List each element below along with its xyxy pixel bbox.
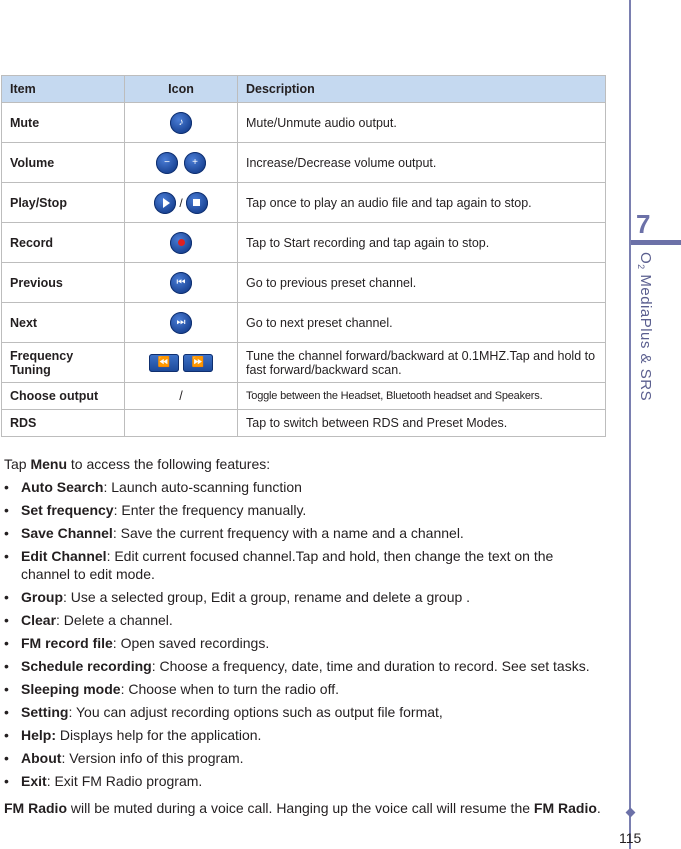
table-row	[2, 223, 606, 263]
row-item: Choose output	[2, 383, 125, 410]
chapter-bar	[631, 240, 681, 245]
row-icon-cell	[125, 103, 238, 143]
list-item	[4, 680, 604, 698]
menu-intro	[4, 456, 270, 472]
list-text: : Enter the frequency manually.	[113, 502, 307, 518]
row-item: Previous	[2, 263, 125, 303]
intro-suffix: to access the following features:	[67, 456, 271, 472]
table-row	[2, 103, 606, 143]
tune-forward-icon: ⏩	[183, 354, 213, 372]
table-row	[2, 183, 606, 223]
icon-separator: /	[179, 195, 183, 210]
list-item	[4, 588, 604, 606]
footer-end: .	[596, 800, 601, 816]
row-icon-cell	[125, 223, 238, 263]
previous-icon: ⏮	[170, 272, 192, 294]
list-text: : Delete a channel.	[56, 612, 173, 628]
list-item	[4, 657, 604, 675]
row-description: Tune the channel forward/backward at 0.1MHZ.Tap and hold to fast forward/backward scan.	[238, 343, 606, 383]
list-text: : Choose a frequency, date, time and duration to record. See set tasks.	[151, 658, 590, 674]
list-item	[4, 501, 604, 519]
fm-radio-note	[4, 800, 601, 816]
row-item: Record	[2, 223, 125, 263]
row-description: Tap to switch between RDS and Preset Modes.	[238, 410, 606, 437]
chapter-title	[636, 252, 654, 401]
side-rail-line	[629, 0, 631, 849]
row-description: Tap to Start recording and tap again to stop.	[238, 223, 606, 263]
next-icon: ⏭	[170, 312, 192, 334]
row-item: Frequency Tuning	[2, 343, 125, 383]
footer-bold-1: FM Radio	[4, 800, 67, 816]
table-row	[2, 143, 606, 183]
page-number: 115	[619, 830, 642, 846]
row-icon-cell	[125, 263, 238, 303]
list-text: : You can adjust recording options such as output file format,	[68, 704, 443, 720]
list-term: Auto Search	[21, 479, 104, 495]
volume-up-icon: +	[184, 152, 206, 174]
list-term: About	[21, 750, 62, 766]
list-term: Sleeping mode	[21, 681, 121, 697]
header-item: Item	[2, 76, 125, 103]
row-icon-cell	[125, 303, 238, 343]
diamond-icon	[626, 808, 636, 818]
volume-down-icon: −	[156, 152, 178, 174]
row-item: Play/Stop	[2, 183, 125, 223]
table-row	[2, 343, 606, 383]
chapter-title-sub: 2	[636, 264, 646, 270]
list-text: : Save the current frequency with a name and a channel.	[112, 525, 464, 541]
list-item	[4, 478, 604, 496]
list-text: : Version info of this program.	[61, 750, 244, 766]
table-header-row	[2, 76, 606, 103]
controls-table	[1, 75, 606, 437]
list-term: FM record file	[21, 635, 113, 651]
list-term: Schedule recording	[21, 658, 152, 674]
list-text: : Launch auto-scanning function	[103, 479, 302, 495]
chapter-number: 7	[636, 209, 651, 239]
list-term: Exit	[21, 773, 47, 789]
list-item	[4, 749, 604, 767]
footer-middle: will be muted during a voice call. Hanging up the voice call will resume the	[67, 800, 534, 816]
row-icon-cell	[125, 143, 238, 183]
list-term: Setting	[21, 704, 69, 720]
row-item: Next	[2, 303, 125, 343]
row-description: Toggle between the Headset, Bluetooth headset and Speakers.	[238, 383, 606, 410]
list-item	[4, 634, 604, 652]
list-text: Displays help for the application.	[56, 727, 262, 743]
list-item	[4, 547, 604, 583]
row-icon-cell	[125, 183, 238, 223]
list-text: : Choose when to turn the radio off.	[120, 681, 340, 697]
list-term: Group	[21, 589, 63, 605]
table-row	[2, 303, 606, 343]
list-term: Set frequency	[21, 502, 114, 518]
table-row	[2, 383, 606, 410]
list-text: : Exit FM Radio program.	[46, 773, 203, 789]
play-icon	[154, 192, 176, 214]
row-description: Go to next preset channel.	[238, 303, 606, 343]
list-item	[4, 703, 604, 721]
row-description: Go to previous preset channel.	[238, 263, 606, 303]
row-description: Increase/Decrease volume output.	[238, 143, 606, 183]
row-icon-cell	[125, 410, 238, 437]
header-icon: Icon	[125, 76, 238, 103]
row-icon-cell	[125, 343, 238, 383]
header-description: Description	[238, 76, 606, 103]
list-item	[4, 772, 604, 790]
list-item	[4, 524, 604, 542]
list-text: : Open saved recordings.	[112, 635, 270, 651]
record-icon	[170, 232, 192, 254]
list-term: Help:	[21, 727, 56, 743]
list-text: : Edit current focused channel.Tap and hold, then change the text on the channel to edit mode.	[21, 548, 554, 582]
list-item	[4, 611, 604, 629]
table-row	[2, 410, 606, 437]
menu-features-list	[4, 478, 604, 795]
intro-prefix: Tap	[4, 456, 31, 472]
mute-icon: ♪	[170, 112, 192, 134]
table-row	[2, 263, 606, 303]
list-term: Clear	[21, 612, 57, 628]
row-item: Volume	[2, 143, 125, 183]
chapter-title-a: O	[637, 252, 654, 265]
list-term: Edit Channel	[21, 548, 107, 564]
row-description: Tap once to play an audio file and tap again to stop.	[238, 183, 606, 223]
list-item	[4, 726, 604, 744]
stop-icon	[186, 192, 208, 214]
tune-backward-icon: ⏪	[149, 354, 179, 372]
list-term: Save Channel	[21, 525, 113, 541]
intro-menu-label: Menu	[30, 456, 68, 472]
row-item: Mute	[2, 103, 125, 143]
row-item: RDS	[2, 410, 125, 437]
row-icon-cell: /	[125, 383, 238, 410]
row-description: Mute/Unmute audio output.	[238, 103, 606, 143]
footer-bold-2: FM Radio	[533, 800, 597, 816]
list-text: : Use a selected group, Edit a group, rename and delete a group .	[63, 589, 471, 605]
chapter-title-b: MediaPlus & SRS	[637, 269, 654, 402]
